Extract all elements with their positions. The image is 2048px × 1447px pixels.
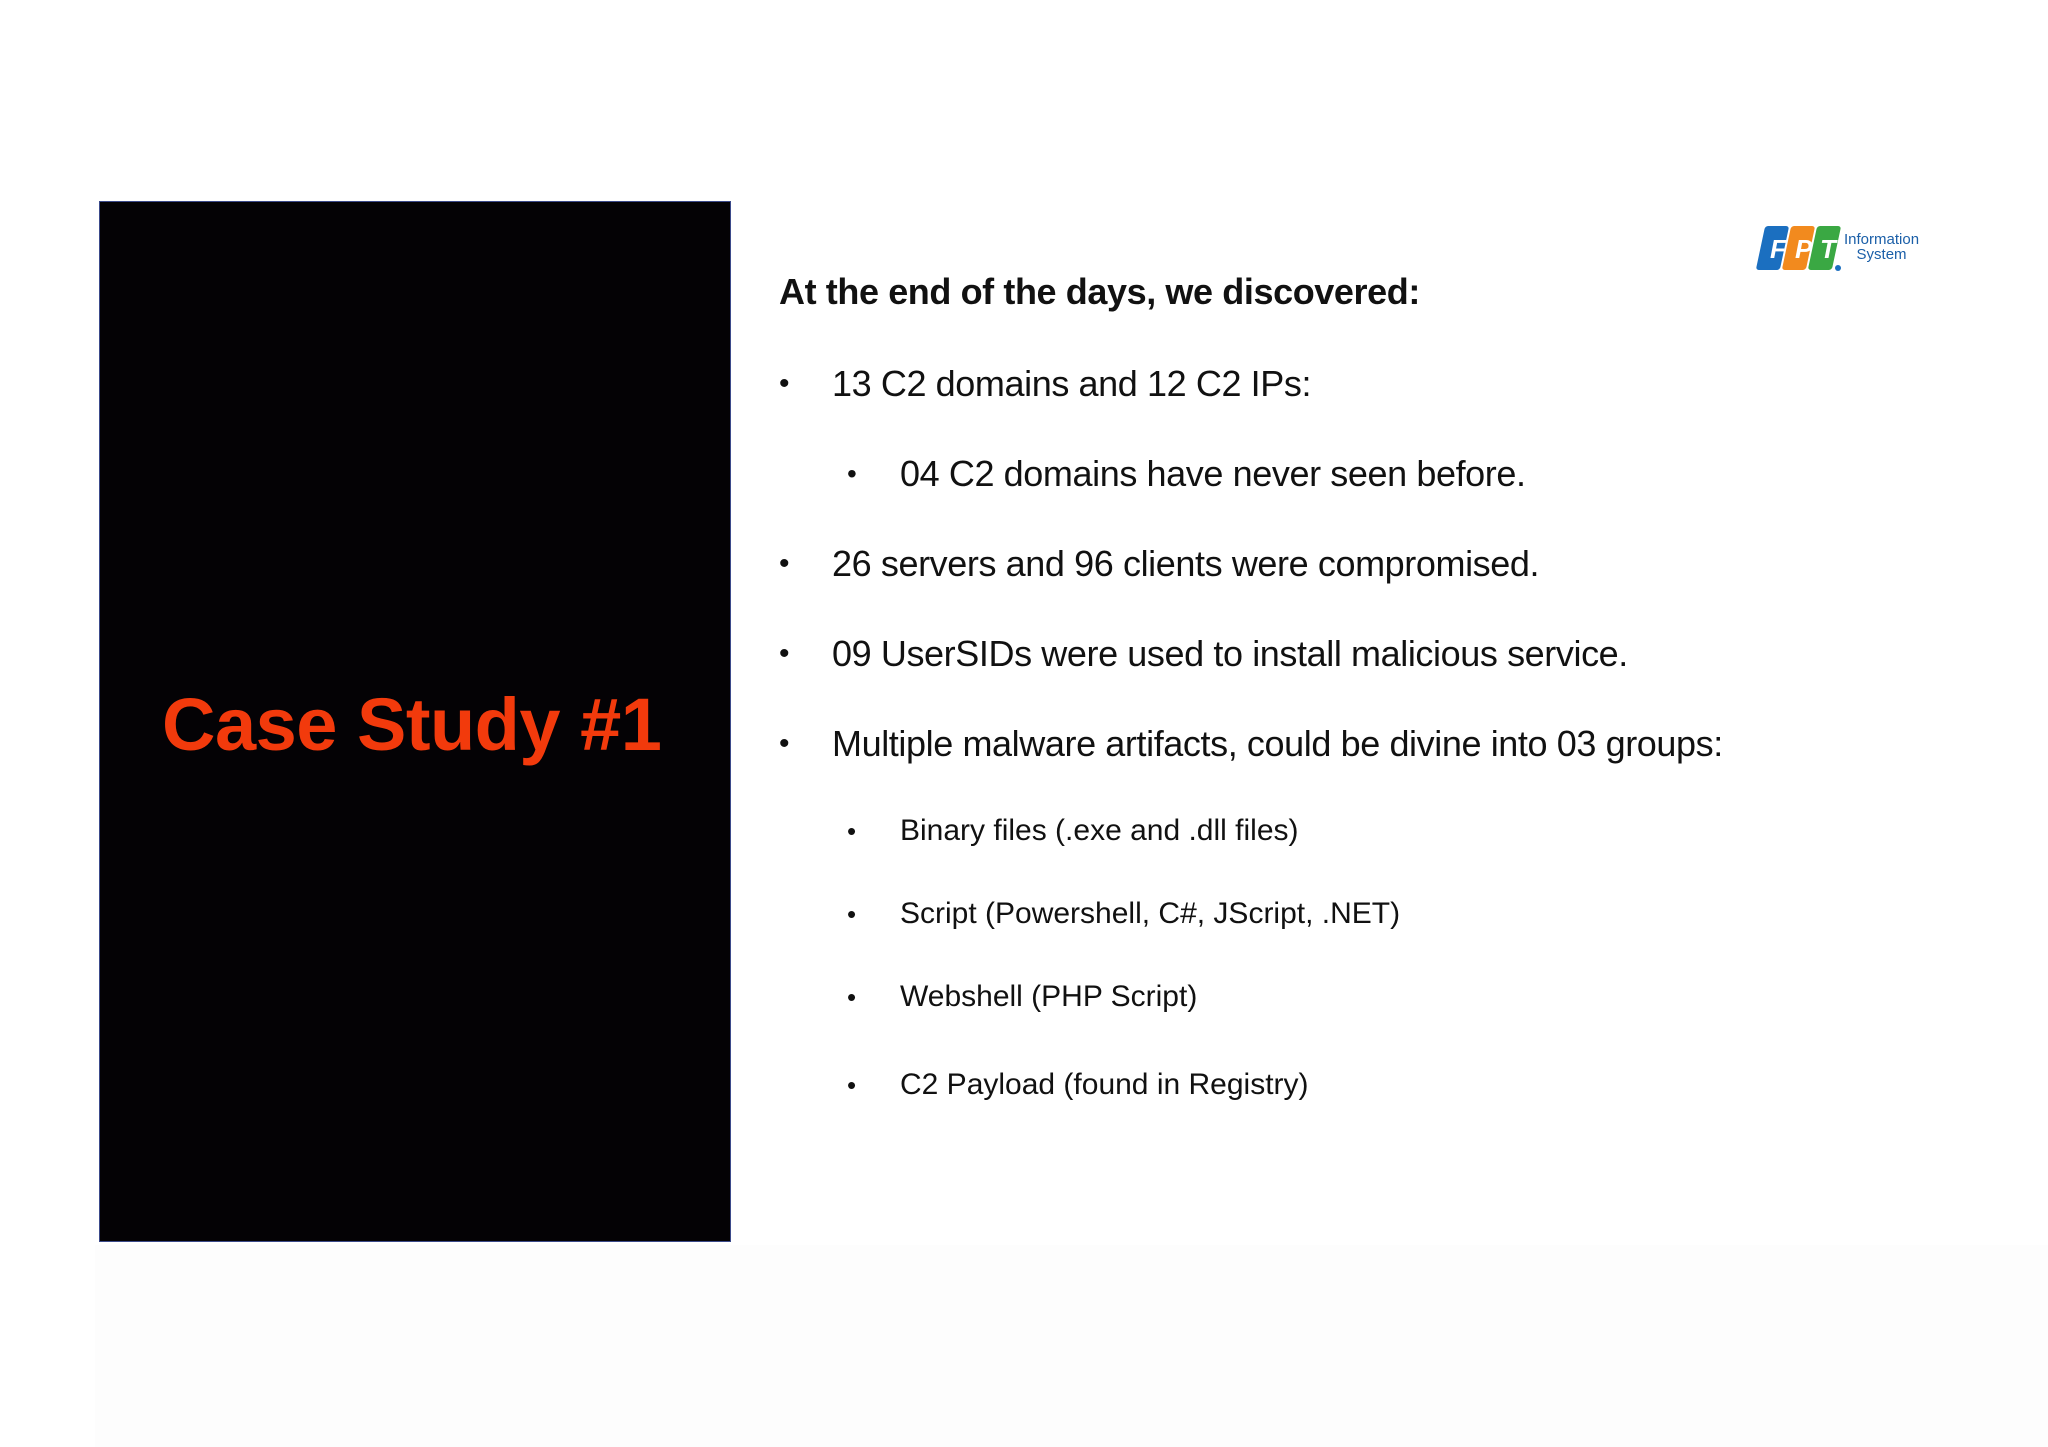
bullet-marker: • <box>779 727 790 760</box>
logo-letter-t: T <box>1820 234 1836 264</box>
bullet-text: Script (Powershell, C#, JScript, .NET) <box>900 897 1401 930</box>
bullet-marker: • <box>847 816 857 846</box>
logo-text <box>1844 232 1919 262</box>
bullet-marker: • <box>847 982 857 1012</box>
logo-letter-f: F <box>1770 234 1786 264</box>
bullet-text: 04 C2 domains have never seen before. <box>900 453 1526 494</box>
fpt-logo-icon <box>1752 222 1842 274</box>
bullet-marker: • <box>847 1070 857 1100</box>
bullet-marker: • <box>847 458 857 489</box>
fpt-information-system-logo <box>1752 222 1932 274</box>
bullet-marker: • <box>779 547 790 580</box>
bullet-text: 09 UserSIDs were used to install malicious service. <box>832 633 1628 674</box>
bullet-marker: • <box>779 367 790 400</box>
logo-dot <box>1835 265 1841 271</box>
logo-letter-p: P <box>1795 234 1813 264</box>
logo-text-line2: System <box>1856 246 1907 263</box>
case-study-title: Case Study #1 <box>162 683 662 766</box>
bullet-text: 13 C2 domains and 12 C2 IPs: <box>832 363 1312 404</box>
bullet-text: Multiple malware artifacts, could be divine into 03 groups: <box>832 723 1723 764</box>
logo-text-line1: Information <box>1844 231 1920 248</box>
bullet-text: 26 servers and 96 clients were compromised. <box>832 543 1540 584</box>
bullet-text: Webshell (PHP Script) <box>900 980 1198 1013</box>
bullet-marker: • <box>847 899 857 929</box>
content-heading: At the end of the days, we discovered: <box>779 271 1420 312</box>
footer-band <box>95 1245 2048 1447</box>
bullet-text: Binary files (.exe and .dll files) <box>900 814 1299 847</box>
bullet-text: C2 Payload (found in Registry) <box>900 1068 1309 1101</box>
bullet-marker: • <box>779 637 790 670</box>
